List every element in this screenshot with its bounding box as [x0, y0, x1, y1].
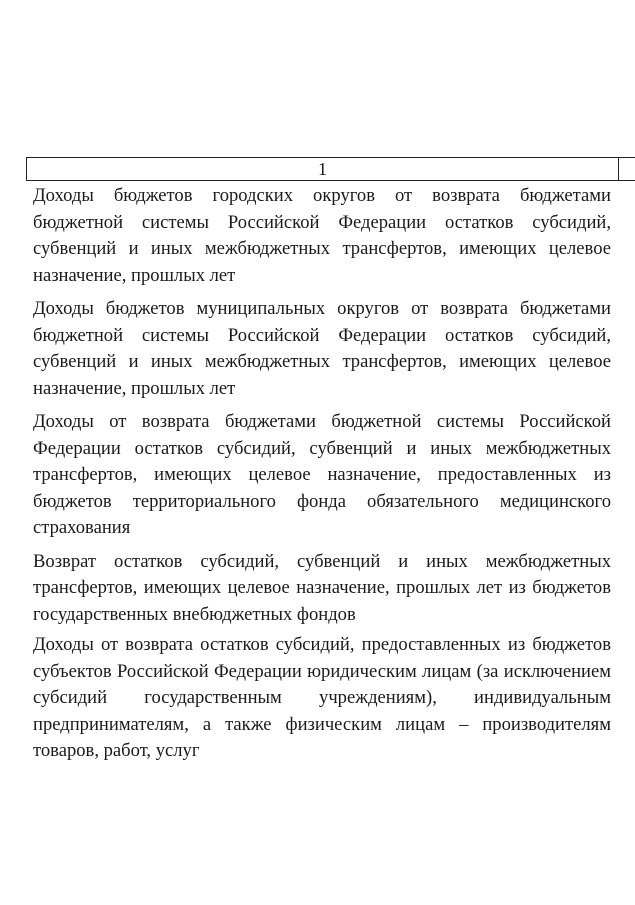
- table-row-text: Доходы от возврата бюджетами бюджетной системы Российской Федерации остатков субсидий, субвенций и иных межбюджетных трансфертов, имеющих целевое назначение, предоставленных из бюджетов территориального фонда обязательного медицинского страхования: [33, 411, 611, 538]
- table-body: [33, 183, 611, 765]
- table-row-text: Возврат остатков субсидий, субвенций и иных межбюджетных трансфертов, имеющих целевое назначение, прошлых лет из бюджетов государственных внебюджетных фондов: [33, 550, 611, 625]
- table-row-text: Доходы бюджетов городских округов от возврата бюджетами бюджетной системы Российской Федерации остатков субсидий, субвенций и иных межбюджетных трансфертов, имеющих целевое назначение, прошлых лет: [33, 185, 611, 286]
- column-number-header: 1: [27, 158, 619, 180]
- table-row-text: Доходы бюджетов муниципальных округов от возврата бюджетами бюджетной системы Российской Федерации остатков субсидий, субвенций и иных межбюджетных трансфертов, имеющих целевое назначение, прошлых лет: [33, 298, 611, 399]
- table-row-text: Доходы от возврата остатков субсидий, предоставленных из бюджетов субъектов Российской Федерации юридическим лицам (за исключением субсидий государственным учреждениям), индивидуальным предпринимателям, а также физическим лицам – производителям товаров, работ, услуг: [33, 634, 611, 761]
- table-header-row: [26, 157, 635, 181]
